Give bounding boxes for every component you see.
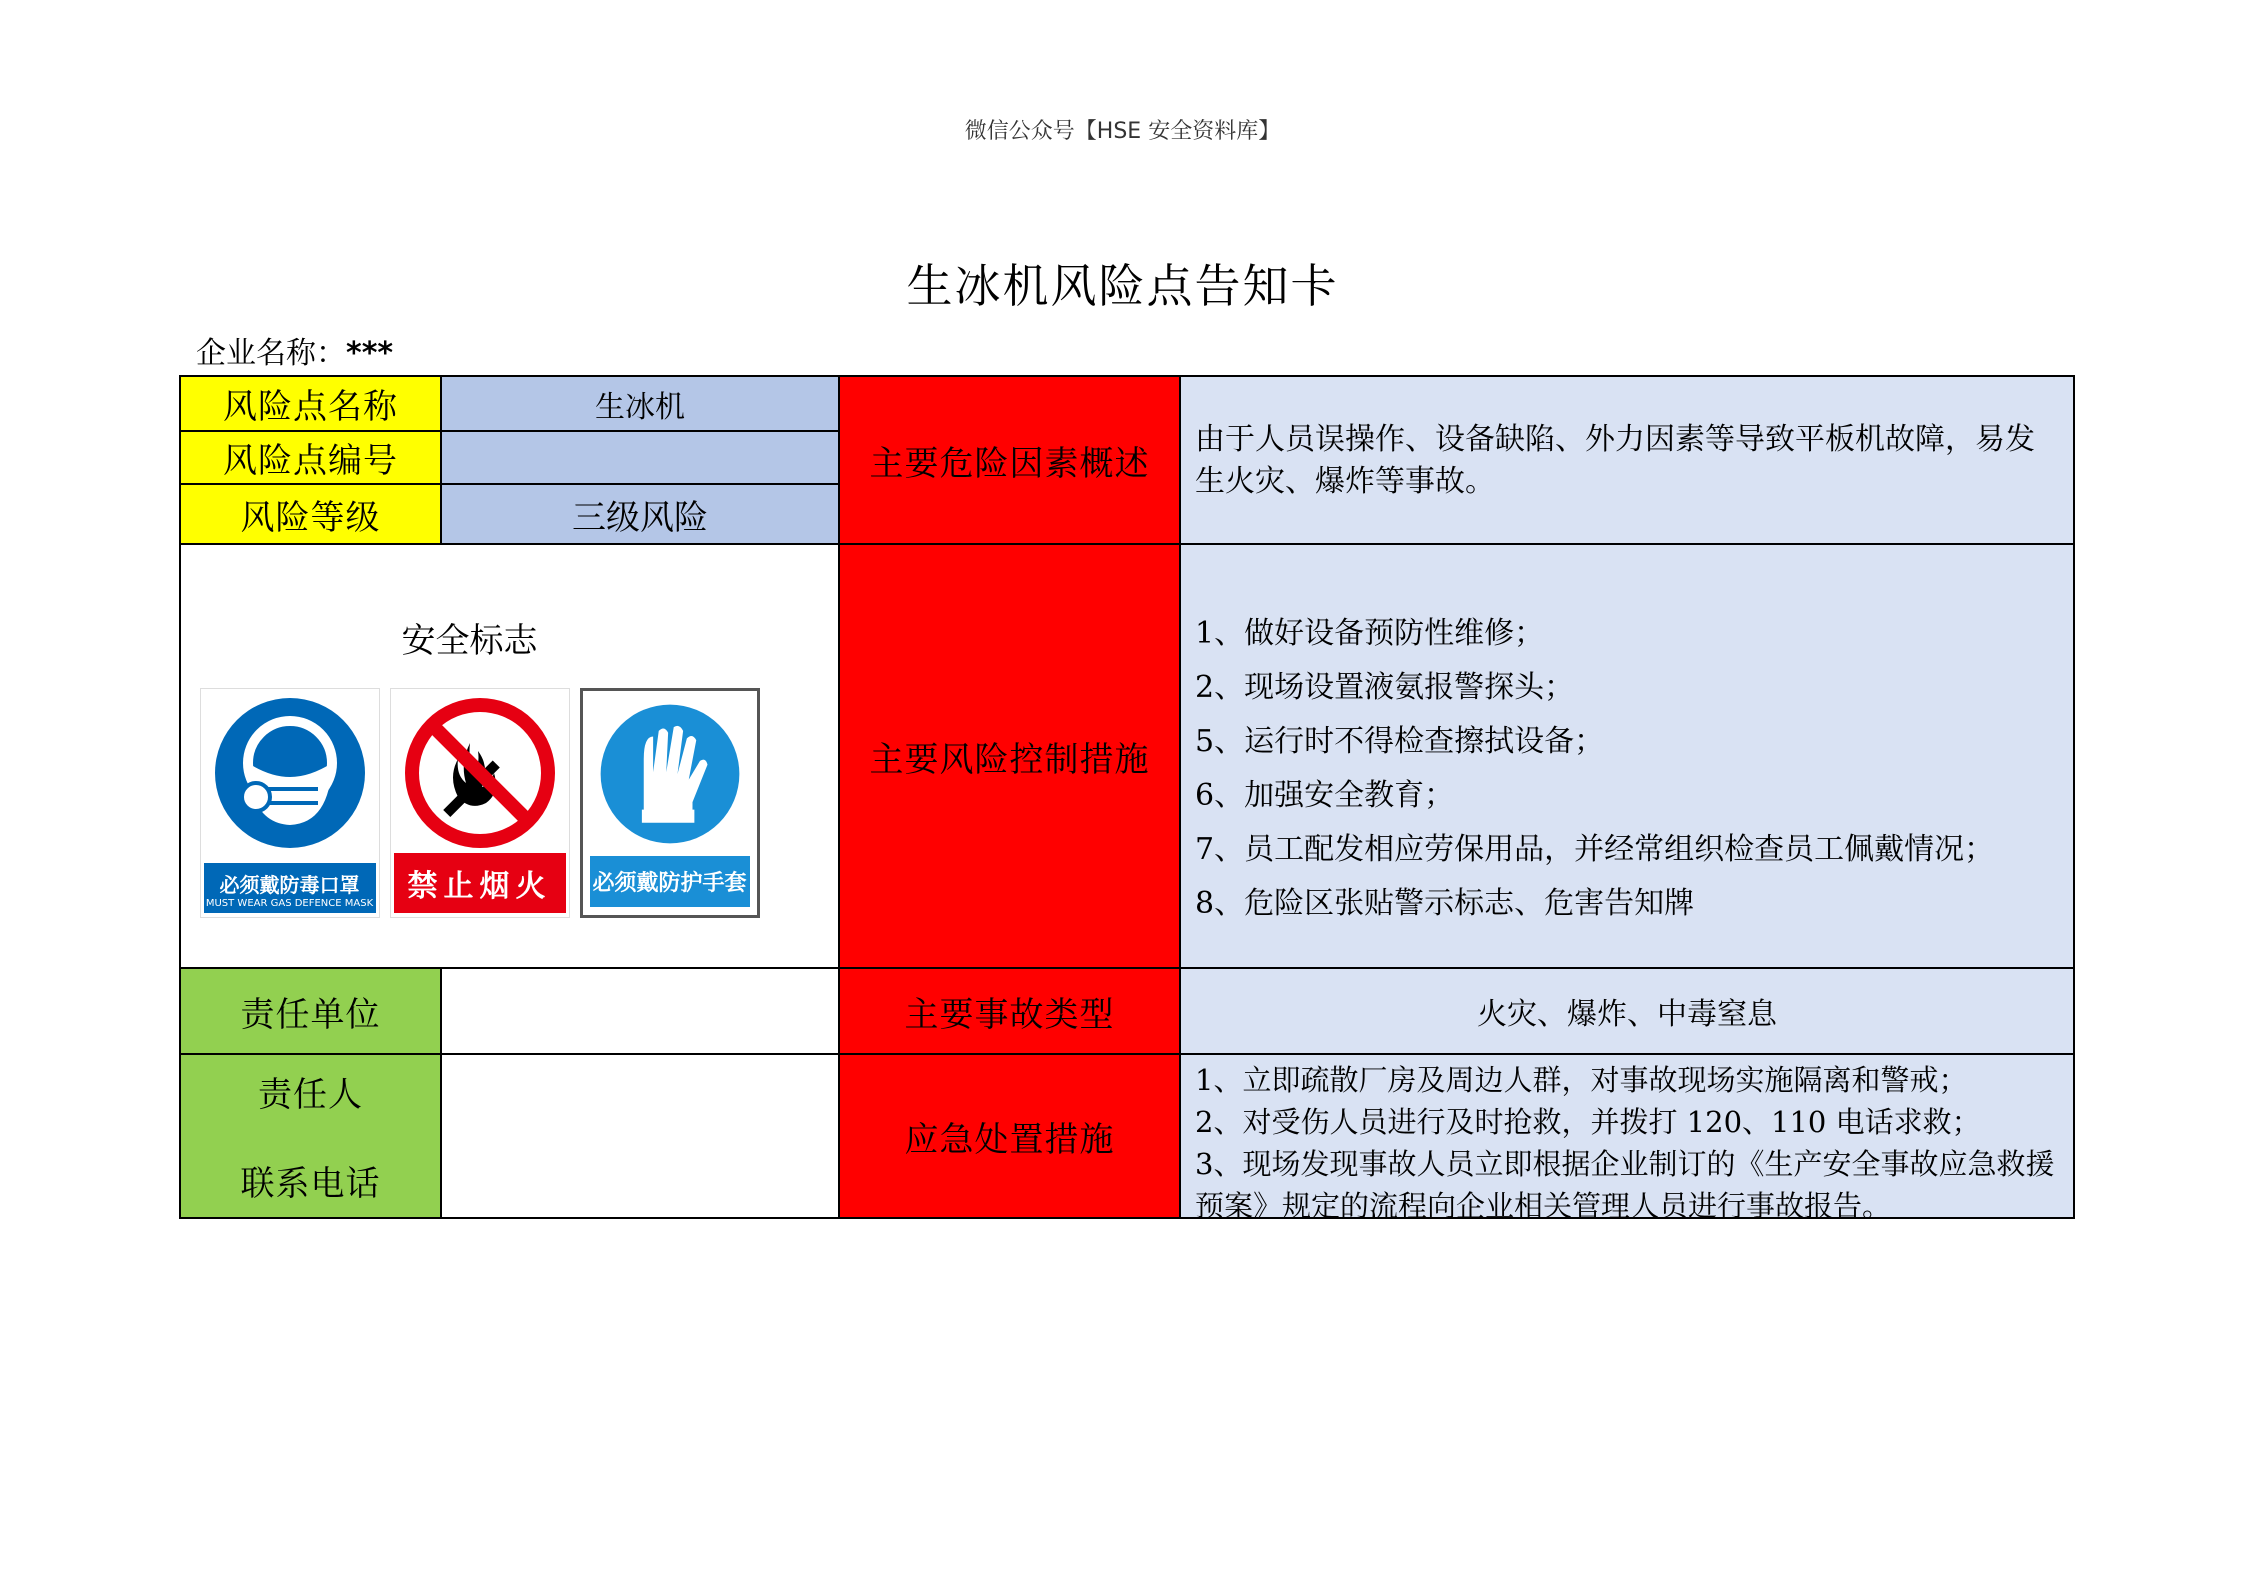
page-title: 生冰机风险点告知卡	[906, 259, 1339, 313]
risk-level-label: 风险等级	[181, 485, 442, 545]
accident-type-value: 火灾、爆炸、中毒窒息	[1181, 969, 2073, 1055]
safety-signs-row	[200, 688, 760, 918]
company-value: ***	[346, 336, 394, 371]
control-item: 8、危险区张贴警示标志、危害告知牌	[1195, 886, 1695, 921]
control-list	[1181, 545, 2073, 969]
company-label: 企业名称：	[196, 336, 346, 371]
safety-signs-title: 安全标志	[401, 621, 538, 661]
risk-card	[179, 375, 2075, 1223]
person-value	[442, 1055, 840, 1217]
risk-name-value: 生冰机	[442, 377, 840, 432]
emergency-list	[1181, 1055, 2073, 1223]
responsible-unit-label: 责任单位	[181, 969, 442, 1055]
gas-mask-caption-cn: 必须戴防毒口罩	[219, 873, 360, 897]
person-label-phone: 联系电话	[240, 1164, 381, 1204]
emergency-item: 1、立即疏散厂房及周边人群，对事故现场实施隔离和警戒；	[1195, 1063, 1968, 1097]
hazard-text: 由于人员误操作、设备缺陷、外力因素等导致平板机故障，易发生火灾、爆炸等事故。	[1181, 377, 2073, 545]
risk-code-label: 风险点编号	[181, 432, 442, 485]
gas-mask-icon	[210, 693, 370, 853]
person-label-name: 责任人	[258, 1075, 363, 1115]
page-header: 微信公众号【HSE 安全资料库】	[964, 119, 1281, 144]
hazard-label: 主要危险因素概述	[840, 377, 1181, 545]
control-item: 7、员工配发相应劳保用品，并经常组织检查员工佩戴情况；	[1195, 832, 1995, 867]
gas-mask-caption	[204, 863, 376, 913]
no-fire-icon	[400, 693, 560, 853]
no-fire-sign	[390, 688, 570, 918]
control-item: 1、做好设备预防性维修；	[1195, 616, 1545, 651]
risk-level-value: 三级风险	[442, 485, 840, 545]
safety-signs-panel	[181, 545, 840, 969]
gas-mask-sign	[200, 688, 380, 918]
no-fire-caption: 禁止烟火	[394, 853, 566, 913]
responsible-unit-value	[442, 969, 840, 1055]
emergency-item: 3、现场发现事故人员立即根据企业制订的《生产安全事故应急救援预案》规定的流程向企业相关管理人员进行事故报告。	[1195, 1147, 2055, 1223]
gloves-icon	[595, 699, 745, 849]
person-label	[181, 1055, 442, 1217]
accident-type-label: 主要事故类型	[840, 969, 1181, 1055]
gloves-caption: 必须戴防护手套	[590, 856, 750, 907]
emergency-label: 应急处置措施	[840, 1055, 1181, 1217]
control-label: 主要风险控制措施	[840, 545, 1181, 969]
company-line	[196, 328, 393, 372]
risk-code-value	[442, 432, 840, 485]
gas-mask-caption-en: MUST WEAR GAS DEFENCE MASK	[205, 898, 374, 909]
emergency-item: 2、对受伤人员进行及时抢救，并拨打 120、110 电话求救；	[1195, 1105, 1981, 1139]
control-item: 2、现场设置液氨报警探头；	[1195, 670, 1575, 705]
gloves-sign	[580, 688, 760, 918]
control-item: 5、运行时不得检查擦拭设备；	[1195, 724, 1605, 759]
risk-name-label: 风险点名称	[181, 377, 442, 432]
control-item: 6、加强安全教育；	[1195, 778, 1455, 813]
